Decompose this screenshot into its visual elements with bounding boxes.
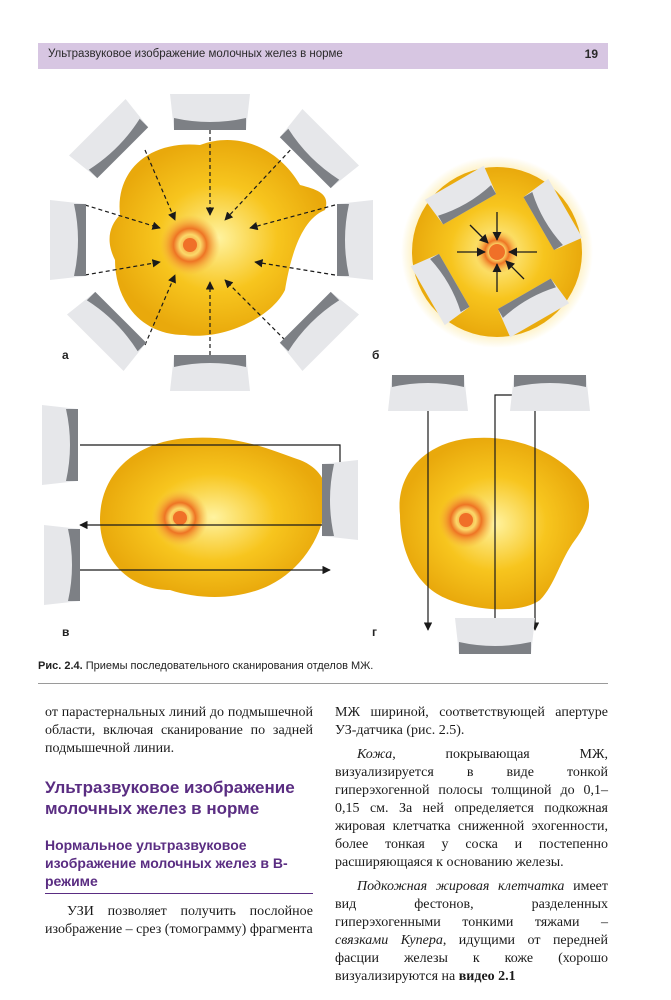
right-paragraph-3: Подкожная жировая клетчатка имеет вид фестонов, разделенных гиперэхогенными тонкими тяжами – связками Купера, идущими от передней фасции железы к коже (хорошо визуализируются на видео 2.1 bbox=[335, 879, 608, 984]
panel-label-b: б bbox=[372, 348, 380, 362]
ultrasound-probe-icon bbox=[44, 525, 80, 605]
ultrasound-probe-icon bbox=[388, 375, 468, 411]
term-skin: Кожа bbox=[357, 747, 393, 762]
running-header-title: Ультразвуковое изображение молочных желез в норме bbox=[48, 48, 343, 60]
ultrasound-probe-icon bbox=[170, 355, 250, 391]
ultrasound-probe-icon bbox=[455, 618, 535, 654]
term-subcutaneous-fat: Подкожная жировая клетчатка bbox=[357, 879, 565, 894]
panel-b-illustration bbox=[401, 156, 593, 348]
ultrasound-probe-icon bbox=[510, 375, 590, 411]
panel-g-illustration bbox=[388, 375, 590, 654]
right-paragraph-2: Кожа, покрывающая МЖ, визуализируется в виде тонкой гиперэхогенной полосы толщиной до 0,1–0,15 см. За ней определяется подкожная жировая клетчатка сниженной эхогенности, более тонкая у соска и постепенно расширяющаяся к основанию железы. bbox=[335, 747, 608, 870]
panel-label-v: в bbox=[62, 625, 70, 639]
figure-caption bbox=[38, 660, 373, 672]
left-paragraph-2: УЗИ позволяет получить послойное изображение – срез (томограмму) фрагмента bbox=[45, 904, 313, 937]
panel-a-illustration bbox=[50, 94, 373, 391]
term-cooper-ligaments: связками Купера bbox=[335, 933, 443, 948]
left-column-bottom bbox=[45, 903, 313, 939]
subsection-heading: Нормальное ультразвуковое изображение молочных желез в В-режиме bbox=[45, 837, 288, 889]
ultrasound-probe-icon bbox=[170, 94, 250, 130]
left-column-top bbox=[45, 704, 313, 758]
panel-label-g: г bbox=[372, 625, 377, 639]
left-paragraph-1: от парастернальных линий до подмышечной области, включая сканирование по задней подмышечной линии. bbox=[45, 705, 313, 756]
subsection-divider bbox=[45, 893, 313, 894]
ultrasound-probe-icon bbox=[322, 460, 358, 540]
breast-gland-illustration bbox=[100, 438, 327, 597]
right-paragraph-1: МЖ шириной, соответствующей апертуре УЗ-датчика (рис. 2.5). bbox=[335, 705, 608, 738]
caption-label: Рис. 2.4. bbox=[38, 660, 83, 672]
panel-label-a: а bbox=[62, 348, 69, 362]
ultrasound-probe-icon bbox=[277, 289, 359, 371]
video-reference: видео 2.1 bbox=[458, 969, 516, 984]
right-column bbox=[335, 704, 608, 986]
panel-v-illustration bbox=[42, 405, 358, 605]
caption-divider bbox=[38, 683, 608, 684]
page-number: 19 bbox=[584, 47, 598, 61]
section-heading: Ультразвуковое изображение молочных желез в норме bbox=[45, 778, 295, 818]
ultrasound-probe-icon bbox=[42, 405, 78, 485]
ultrasound-probe-icon bbox=[337, 200, 373, 280]
ultrasound-probe-icon bbox=[50, 200, 86, 280]
caption-text: Приемы последовательного сканирования отделов МЖ. bbox=[85, 660, 374, 672]
